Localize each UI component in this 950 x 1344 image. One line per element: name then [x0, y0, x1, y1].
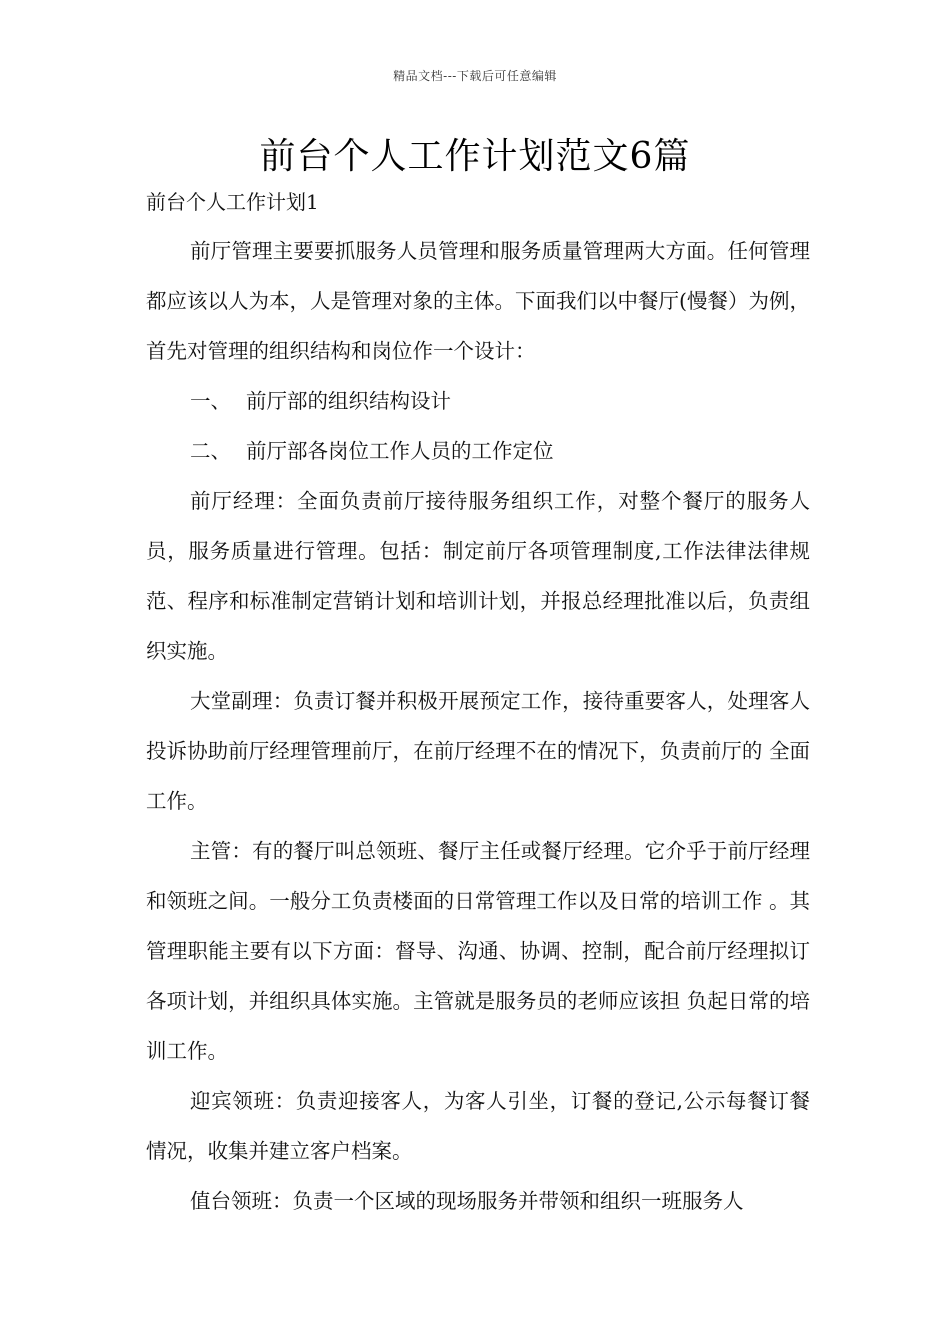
role-paragraph-front-office-manager: 前厅经理：全面负责前厅接待服务组织工作，对整个餐厅的服务人员，服务质量进行管理。包括：制定前厅各项管理制度,工作法律法律规范、程序和标准制定营销计划和培训计划，并报总经理批准以后，负责组织实施。: [146, 489, 810, 663]
list-item-number: 一、: [190, 389, 231, 413]
intro-paragraph: 前厅管理主要要抓服务人员管理和服务质量管理两大方面。任何管理都应该以人为本，人是管理对象的主体。下面我们以中餐厅(慢餐）为例，首先对管理的组织结构和岗位作一个设计：: [146, 239, 810, 363]
document-title: 前台个人工作计划范文6篇: [259, 136, 691, 177]
role-paragraph-reception-captain: 迎宾领班：负责迎接客人，为客人引坐，订餐的登记,公示每餐订餐情况，收集并建立客户档案。: [146, 1089, 810, 1163]
list-item-number: 二、: [190, 439, 231, 463]
list-item: [146, 376, 810, 426]
header-note: 精品文档---下载后可任意编辑: [393, 69, 557, 83]
role-paragraph-station-captain: 值台领班：负责一个区域的现场服务并带领和组织一班服务人: [190, 1189, 744, 1213]
list-item-text: 前厅部各岗位工作人员的工作定位: [246, 439, 554, 463]
list-item-text: 前厅部的组织结构设计: [246, 389, 451, 413]
section-heading: 前台个人工作计划1: [146, 190, 319, 214]
document-body: [146, 226, 810, 1226]
list-item: [146, 426, 810, 476]
role-paragraph-lobby-assistant-manager: 大堂副理：负责订餐并积极开展预定工作，接待重要客人，处理客人投诉协助前厅经理管理前厅，在前厅经理不在的情况下，负责前厅的 全面工作。: [146, 689, 810, 813]
role-paragraph-supervisor: 主管：有的餐厅叫总领班、餐厅主任或餐厅经理。它介乎于前厅经理和领班之间。一般分工负责楼面的日常管理工作以及日常的培训工作 。其管理职能主要有以下方面：督导、沟通、协调、控制，配合前厅经理拟订各项计划，并组织具体实施。主管就是服务员的老师应该担 负起日常的培训工作。: [146, 839, 810, 1063]
